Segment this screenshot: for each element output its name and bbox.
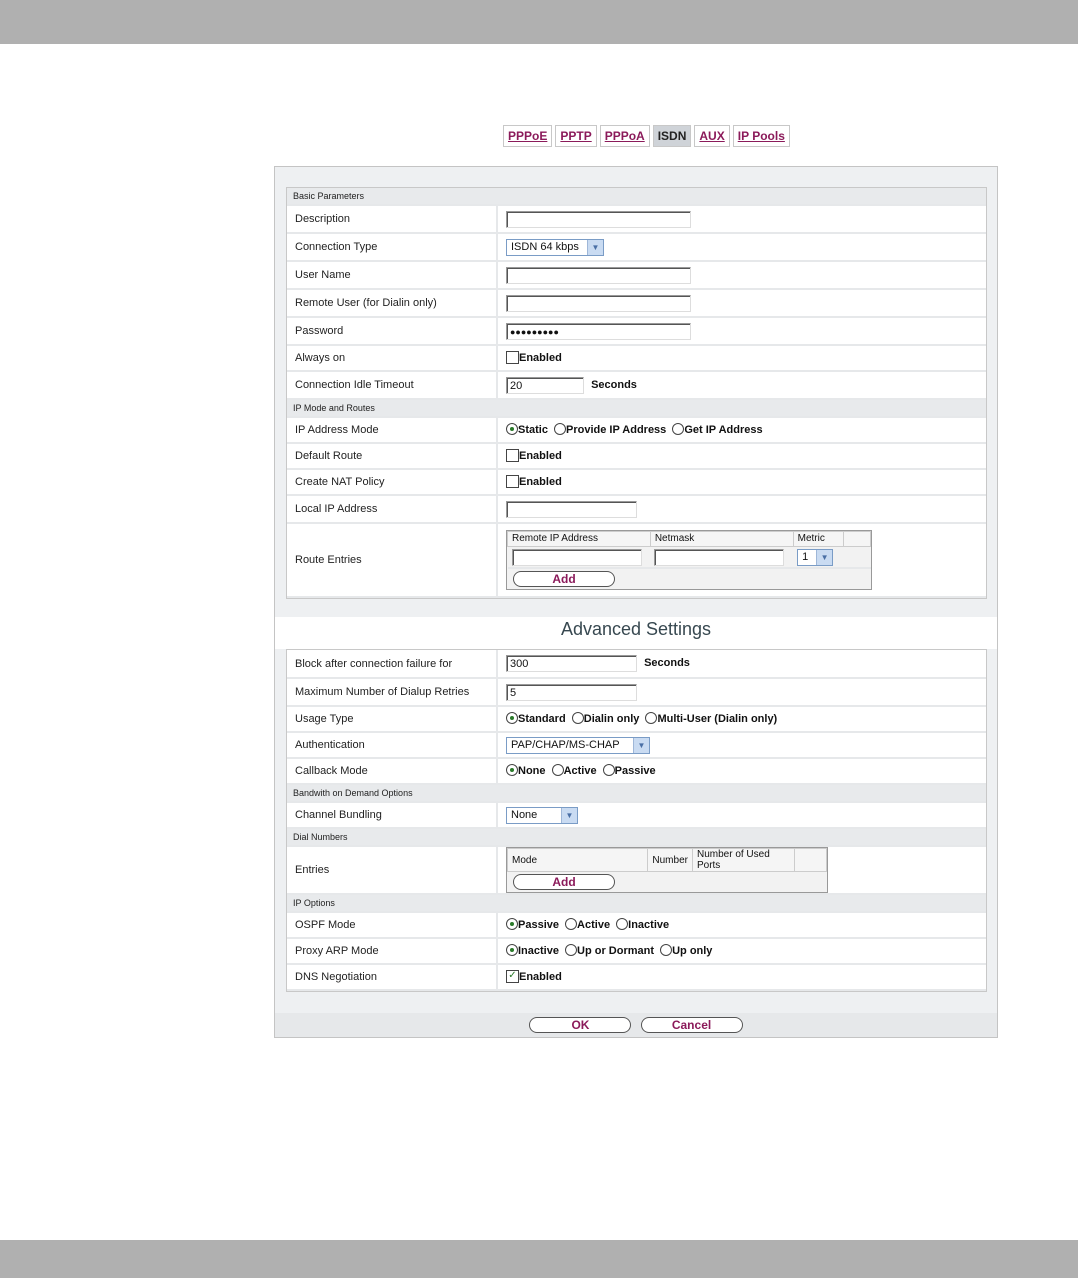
local-ip-input[interactable] [506, 501, 637, 518]
ip-mode-static-radio[interactable] [506, 423, 518, 435]
ospf-active-option: Active [577, 918, 611, 931]
proxy-arp-dormant-radio[interactable] [565, 944, 577, 956]
ospf-mode-label: OSPF Mode [287, 912, 497, 938]
tab-pppoa[interactable]: PPPoA [600, 125, 650, 147]
proxy-arp-inactive-radio[interactable] [506, 944, 518, 956]
user-name-label: User Name [287, 261, 497, 289]
chevron-down-icon: ▼ [816, 550, 832, 565]
dial-entries-table [506, 847, 828, 893]
channel-bundling-value: None [511, 809, 538, 821]
tab-bar [503, 125, 790, 147]
chevron-down-icon: ▼ [587, 240, 603, 255]
max-retries-label: Maximum Number of Dialup Retries [287, 678, 497, 706]
advanced-settings-title: Advanced Settings [275, 617, 997, 649]
dns-negotiation-label: DNS Negotiation [287, 964, 497, 990]
route-header-remote-ip: Remote IP Address [508, 531, 651, 546]
idle-timeout-label: Connection Idle Timeout [287, 371, 497, 399]
authentication-value: PAP/CHAP/MS-CHAP [511, 739, 620, 751]
block-after-label: Block after connection failure for [287, 650, 497, 678]
callback-active-radio[interactable] [552, 764, 564, 776]
default-route-option: Enabled [519, 449, 562, 462]
ospf-inactive-radio[interactable] [616, 918, 628, 930]
proxy-arp-uponly-radio[interactable] [660, 944, 672, 956]
connection-type-label: Connection Type [287, 233, 497, 261]
ospf-active-radio[interactable] [565, 918, 577, 930]
basic-form [286, 187, 987, 599]
advanced-form [286, 649, 987, 992]
section-basic-parameters: Basic Parameters [287, 188, 986, 205]
ospf-passive-option: Passive [518, 918, 559, 931]
route-netmask-input[interactable] [654, 549, 784, 566]
dns-negotiation-option: Enabled [519, 970, 562, 983]
callback-mode-label: Callback Mode [287, 758, 497, 784]
always-on-option: Enabled [519, 351, 562, 364]
always-on-checkbox[interactable] [506, 351, 519, 364]
block-after-input[interactable]: 300 [506, 655, 637, 672]
route-remote-ip-input[interactable] [512, 549, 642, 566]
section-dial-numbers: Dial Numbers [287, 828, 986, 846]
description-input[interactable] [506, 211, 691, 228]
usage-multiuser-radio[interactable] [645, 712, 657, 724]
callback-passive-radio[interactable] [603, 764, 615, 776]
proxy-arp-label: Proxy ARP Mode [287, 938, 497, 964]
proxy-arp-dormant-option: Up or Dormant [577, 944, 655, 957]
section-ip-mode: IP Mode and Routes [287, 399, 986, 417]
create-nat-option: Enabled [519, 475, 562, 488]
tab-pptp[interactable]: PPTP [555, 125, 596, 147]
local-ip-label: Local IP Address [287, 495, 497, 523]
password-input[interactable]: ●●●●●●●●● [506, 323, 691, 340]
route-entries-table [506, 530, 872, 591]
route-entries-label: Route Entries [287, 523, 497, 597]
create-nat-label: Create NAT Policy [287, 469, 497, 495]
password-label: Password [287, 317, 497, 345]
entries-label: Entries [287, 846, 497, 894]
proxy-arp-uponly-option: Up only [672, 944, 713, 957]
usage-multiuser-option: Multi-User (Dialin only) [657, 712, 778, 725]
idle-timeout-input[interactable]: 20 [506, 377, 584, 394]
usage-standard-option: Standard [518, 712, 566, 725]
ip-mode-get-radio[interactable] [672, 423, 684, 435]
dial-header-used-ports: Number of Used Ports [692, 849, 794, 872]
callback-passive-option: Passive [614, 764, 656, 777]
dial-header-number: Number [648, 849, 693, 872]
remote-user-label: Remote User (for Dialin only) [287, 289, 497, 317]
callback-none-radio[interactable] [506, 764, 518, 776]
ip-mode-provide-radio[interactable] [554, 423, 566, 435]
tab-aux[interactable]: AUX [694, 125, 729, 147]
route-metric-select[interactable] [797, 549, 833, 566]
ok-button[interactable]: OK [529, 1017, 631, 1033]
connection-type-value: ISDN 64 kbps [511, 241, 579, 253]
ospf-inactive-option: Inactive [628, 918, 670, 931]
authentication-select[interactable] [506, 737, 650, 754]
settings-panel [274, 166, 998, 1038]
route-add-button[interactable]: Add [513, 571, 615, 587]
proxy-arp-inactive-option: Inactive [518, 944, 559, 957]
dial-add-button[interactable]: Add [513, 874, 615, 890]
default-route-checkbox[interactable] [506, 449, 519, 462]
block-after-unit: Seconds [644, 657, 690, 670]
description-label: Description [287, 205, 497, 233]
tab-isdn[interactable]: ISDN [653, 125, 692, 147]
bottom-bar [0, 1240, 1078, 1278]
connection-type-select[interactable] [506, 239, 604, 256]
ospf-passive-radio[interactable] [506, 918, 518, 930]
ip-address-mode-label: IP Address Mode [287, 417, 497, 443]
channel-bundling-label: Channel Bundling [287, 802, 497, 828]
route-header-blank [844, 531, 871, 546]
max-retries-input[interactable]: 5 [506, 684, 637, 701]
callback-none-option: None [518, 764, 546, 777]
dial-header-blank [794, 849, 826, 872]
user-name-input[interactable] [506, 267, 691, 284]
callback-active-option: Active [563, 764, 597, 777]
ip-mode-static-option: Static [518, 423, 548, 436]
authentication-label: Authentication [287, 732, 497, 758]
idle-timeout-unit: Seconds [591, 378, 637, 391]
section-ip-options: IP Options [287, 894, 986, 912]
dns-negotiation-checkbox[interactable]: ✓ [506, 970, 519, 983]
form-footer [275, 1013, 997, 1037]
usage-standard-radio[interactable] [506, 712, 518, 724]
route-header-netmask: Netmask [650, 531, 793, 546]
remote-user-input[interactable] [506, 295, 691, 312]
create-nat-checkbox[interactable] [506, 475, 519, 488]
default-route-label: Default Route [287, 443, 497, 469]
tab-pppoe[interactable]: PPPoE [503, 125, 552, 147]
chevron-down-icon: ▼ [561, 808, 577, 823]
tab-ip-pools[interactable]: IP Pools [733, 125, 790, 147]
channel-bundling-select[interactable] [506, 807, 578, 824]
chevron-down-icon: ▼ [633, 738, 649, 753]
route-header-metric: Metric [793, 531, 844, 546]
ip-mode-provide-option: Provide IP Address [566, 423, 667, 436]
cancel-button[interactable]: Cancel [641, 1017, 743, 1033]
section-bandwidth: Bandwith on Demand Options [287, 784, 986, 802]
ip-mode-get-option: Get IP Address [684, 423, 763, 436]
top-bar [0, 0, 1078, 44]
usage-dialin-option: Dialin only [583, 712, 640, 725]
usage-dialin-radio[interactable] [572, 712, 584, 724]
always-on-label: Always on [287, 345, 497, 371]
route-metric-value: 1 [802, 551, 809, 563]
dial-header-mode: Mode [508, 849, 648, 872]
usage-type-label: Usage Type [287, 706, 497, 732]
